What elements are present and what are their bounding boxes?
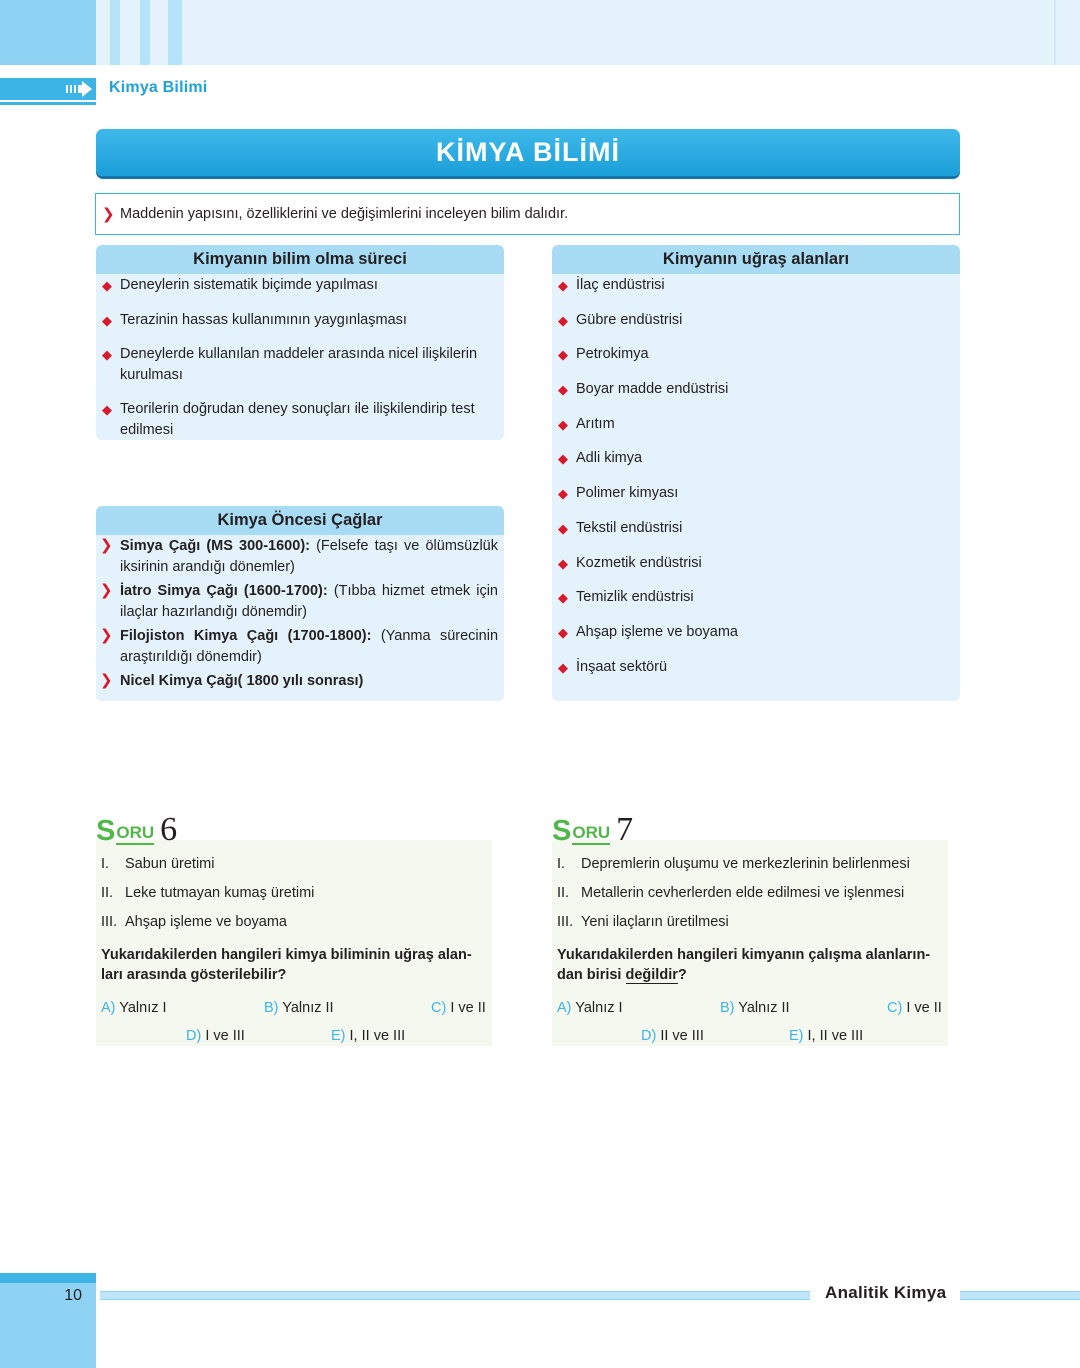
panel-bilim-sureci [96, 245, 504, 440]
footer-block-top [0, 1273, 96, 1283]
roman-numeral: I. [557, 856, 566, 872]
list-item [96, 581, 498, 622]
statement [101, 885, 314, 901]
diamond-bullet-icon: ◆ [558, 520, 568, 536]
list-item [96, 399, 498, 440]
diamond-bullet-icon: ◆ [558, 451, 568, 467]
top-stripe [168, 0, 182, 65]
list-item-text: Adli kimya [576, 450, 643, 467]
option-e[interactable] [789, 1028, 863, 1044]
roman-numeral: I. [101, 856, 110, 872]
diamond-bullet-icon: ◆ [102, 402, 112, 417]
statement-text: Sabun üretimi [125, 856, 215, 872]
option-d[interactable] [186, 1028, 245, 1044]
list-item-text: Tekstil endüstrisi [576, 519, 683, 536]
top-stripe [110, 0, 120, 65]
diamond-bullet-icon: ◆ [558, 416, 568, 432]
era-name: İatro Simya Çağı (1600-1700): [120, 583, 328, 599]
chevron-right-icon: ❯ [100, 537, 113, 554]
list-item [96, 344, 498, 385]
question-fragment: ? [677, 966, 687, 983]
list-item [552, 553, 954, 574]
list-item [552, 275, 954, 296]
diamond-bullet-icon: ◆ [558, 624, 568, 640]
diamond-bullet-icon: ◆ [558, 590, 568, 606]
option-text: I ve II [902, 1000, 942, 1016]
option-letter: E) [789, 1028, 804, 1044]
diamond-bullet-icon: ◆ [558, 278, 568, 293]
statement [557, 856, 910, 872]
option-letter: C) [431, 1000, 447, 1016]
option-e[interactable] [331, 1028, 405, 1044]
list-item [96, 275, 498, 296]
diamond-bullet-icon: ◆ [558, 555, 568, 571]
option-letter: B) [264, 1000, 279, 1016]
question-fragment: dan birisi [557, 966, 626, 983]
roman-numeral: III. [101, 914, 118, 930]
main-title-banner [96, 129, 960, 176]
list-item-text: Arıtım [576, 415, 615, 432]
option-text: I ve III [201, 1028, 245, 1044]
top-stripe [140, 0, 150, 65]
soru-word: ORU [116, 823, 154, 845]
running-head-underline [0, 102, 96, 105]
statement-text: Leke tutmayan kumaş üretimi [125, 885, 315, 901]
option-letter: C) [887, 1000, 903, 1016]
option-letter: D) [641, 1028, 657, 1044]
diamond-bullet-icon: ◆ [558, 312, 568, 328]
definition-box [95, 193, 960, 235]
roman-numeral: II. [557, 885, 570, 901]
list-item [552, 414, 954, 435]
top-corner-block [0, 0, 96, 65]
diamond-bullet-icon: ◆ [102, 347, 112, 362]
list-item [96, 310, 498, 331]
era-description: (Felsefe taşı ve ölümsüzlük iksirinin arandığı dönemler) [120, 538, 498, 575]
panel-title: Kimyanın bilim olma süreci [96, 245, 504, 274]
panel-title: Kimyanın uğraş alanları [552, 245, 960, 274]
list-item-text: Temizlik endüstrisi [576, 589, 694, 606]
list-item [552, 483, 954, 504]
question-number: 6 [160, 811, 178, 848]
list-item-text: Polimer kimyası [576, 485, 679, 502]
top-band [0, 0, 1080, 65]
list-item [552, 310, 954, 331]
main-title: KİMYA BİLİMİ [435, 137, 620, 167]
option-d[interactable] [641, 1028, 704, 1044]
statement [557, 914, 729, 930]
question-line: Yukarıdakilerden hangileri kimyanın çalışma alanların- [557, 947, 931, 963]
era-name: Filojiston Kimya Çağı (1700-1800): [120, 628, 372, 644]
era-description: (Tıbba hizmet etmek için ilaçlar hazırlandığı dönemdir) [120, 583, 498, 620]
list-item-text: Terazinin hassas kullanımının yaygınlaşması [120, 311, 407, 328]
running-head [0, 74, 1080, 104]
list-item [96, 536, 498, 577]
era-name: Simya Çağı (MS 300-1600): [120, 538, 310, 554]
list-item-text: Kozmetik endüstrisi [576, 554, 702, 571]
option-letter: A) [101, 1000, 116, 1016]
soru-letter: S [96, 815, 116, 847]
diamond-bullet-icon: ◆ [558, 486, 568, 502]
option-b[interactable] [264, 1000, 334, 1016]
roman-numeral: III. [557, 914, 574, 930]
list-item-text: Deneylerde kullanılan maddeler arasında nicel ilişkilerin kurulması [120, 346, 478, 383]
list-item [552, 518, 954, 539]
page-number: 10 [64, 1287, 82, 1304]
question-6-label [96, 811, 178, 848]
diamond-bullet-icon: ◆ [558, 382, 568, 398]
era-name: Nicel Kimya Çağı( 1800 yılı sonrası) [120, 673, 364, 689]
option-text: Yalnız II [734, 1000, 790, 1016]
option-letter: A) [557, 1000, 572, 1016]
list-item [552, 344, 954, 365]
definition-text: Maddenin yapısını, özelliklerini ve değişimlerini inceleyen bilim dalıdır. [120, 206, 569, 222]
diamond-bullet-icon: ◆ [558, 347, 568, 363]
option-a[interactable] [557, 1000, 623, 1016]
option-text: Yalnız I [115, 1000, 167, 1016]
list-item [552, 379, 954, 400]
question-line [557, 966, 930, 986]
diamond-bullet-icon: ◆ [102, 278, 112, 293]
list-item-text: Gübre endüstrisi [576, 311, 683, 328]
era-description: (Yanma sürecinin araştırıldığı dönemdir) [120, 628, 499, 665]
chevron-right-icon: ❯ [102, 206, 115, 223]
option-letter: E) [331, 1028, 346, 1044]
soru-letter: S [552, 815, 572, 847]
question-line: ları arasında gösterilebilir? [101, 966, 287, 983]
statement [557, 885, 904, 901]
diamond-bullet-icon: ◆ [558, 659, 568, 675]
option-text: Yalnız II [278, 1000, 334, 1016]
option-text: I, II ve III [803, 1028, 864, 1044]
panel-oncesi-caglar [96, 506, 504, 701]
soru-word: ORU [572, 823, 610, 845]
list-item-text: İlaç endüstrisi [576, 277, 665, 293]
option-text: Yalnız I [571, 1000, 623, 1016]
option-c[interactable] [431, 1000, 486, 1016]
question-text [101, 946, 472, 985]
chevron-right-icon: ❯ [100, 582, 113, 599]
option-text: II ve III [656, 1028, 704, 1044]
list-item [96, 626, 498, 667]
list-item-text: Deneylerin sistematik biçimde yapılması [120, 277, 378, 293]
statement [101, 856, 214, 872]
list-item [96, 671, 498, 692]
question-text [557, 946, 930, 985]
panel-ugras-alanlari [552, 245, 960, 701]
chevron-right-icon: ❯ [100, 672, 113, 689]
list-item-text: Ahşap işleme ve boyama [576, 623, 738, 640]
list-item-text: Petrokimya [576, 346, 649, 363]
running-title: Kimya Bilimi [109, 79, 208, 96]
list-item [552, 587, 954, 608]
statement-text: Metallerin cevherlerden elde edilmesi ve işlenmesi [581, 885, 905, 901]
option-text: I ve II [446, 1000, 486, 1016]
list-item [552, 622, 954, 643]
roman-numeral: II. [101, 885, 114, 901]
footer-rule [960, 1291, 1080, 1300]
chevron-right-icon: ❯ [100, 627, 113, 644]
option-c[interactable] [887, 1000, 942, 1016]
option-letter: D) [186, 1028, 202, 1044]
panel-title: Kimya Öncesi Çağlar [96, 506, 504, 535]
question-number: 7 [616, 811, 634, 848]
statement-text: Ahşap işleme ve boyama [125, 914, 287, 930]
statement [101, 914, 287, 930]
footer-rule [100, 1291, 810, 1300]
footer-book-title: Analitik Kimya [825, 1283, 947, 1302]
list-item-text: İnşaat sektörü [576, 658, 668, 675]
underlined-word: değildir [625, 966, 678, 983]
diamond-bullet-icon: ◆ [102, 312, 112, 328]
statement-text: Depremlerin oluşumu ve merkezlerinin belirlenmesi [581, 856, 910, 872]
option-b[interactable] [720, 1000, 790, 1016]
list-item-text: Boyar madde endüstrisi [576, 381, 729, 398]
option-a[interactable] [101, 1000, 167, 1016]
option-text: I, II ve III [345, 1028, 406, 1044]
arrow-right-icon [64, 78, 94, 100]
list-item-text: Teorilerin doğrudan deney sonuçları ile ilişkilendirip test edilmesi [120, 401, 475, 438]
list-item [552, 448, 954, 469]
question-7-label [552, 811, 634, 848]
top-band-edge [1054, 0, 1056, 65]
question-line: Yukarıdakilerden hangileri kimya biliminin uğraş alan- [101, 947, 472, 963]
option-letter: B) [720, 1000, 735, 1016]
statement-text: Yeni ilaçların üretilmesi [581, 914, 729, 930]
list-item [552, 657, 954, 678]
